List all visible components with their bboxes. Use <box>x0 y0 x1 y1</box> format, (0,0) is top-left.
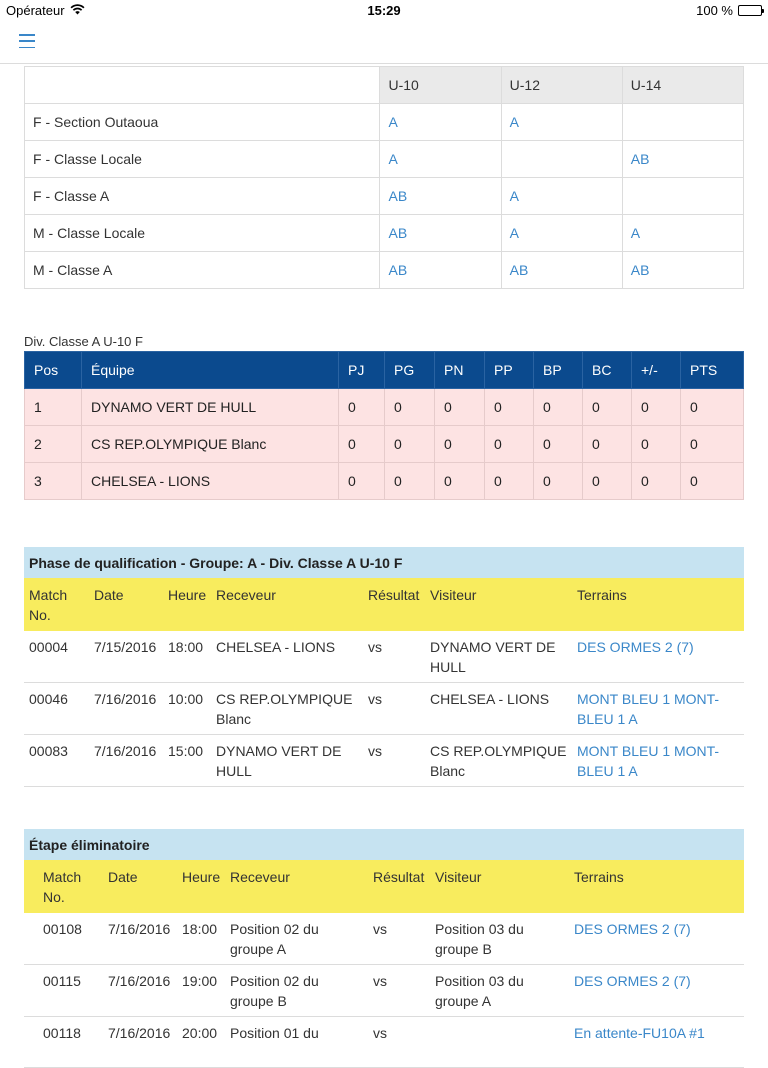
standings-cell: 1 <box>25 389 82 426</box>
matrix-group-link[interactable]: A <box>509 114 519 130</box>
matrix-group-link[interactable]: AB <box>388 188 408 204</box>
standings-cell: 2 <box>25 426 82 463</box>
standings-cell: 0 <box>385 426 435 463</box>
standings-cell: 0 <box>583 389 632 426</box>
standings-col-header: Équipe <box>82 352 339 389</box>
standings-cell: 0 <box>583 463 632 500</box>
game-row <box>24 631 744 683</box>
qualification-games-table <box>24 547 744 787</box>
game-home-team: Position 02 du groupe A <box>225 913 368 965</box>
carrier-label: Opérateur <box>6 3 65 18</box>
matrix-row-label: M - Classe Locale <box>25 215 380 252</box>
game-time: 10:00 <box>163 683 211 735</box>
matrix-group-link[interactable]: AB <box>388 225 408 241</box>
game-away-team: CHELSEA - LIONS <box>425 683 572 735</box>
game-result: vs <box>363 735 425 787</box>
game-time: 18:00 <box>177 913 225 965</box>
matrix-row-label: M - Classe A <box>25 252 380 289</box>
main-content <box>24 66 744 1068</box>
game-result: vs <box>363 631 425 683</box>
standings-col-header: PTS <box>681 352 744 389</box>
games-col-header: Heure <box>177 860 225 913</box>
standings-cell: 0 <box>435 389 485 426</box>
game-field-link[interactable]: DES ORMES 2 (7) <box>574 921 691 937</box>
menu-icon[interactable] <box>19 34 35 48</box>
standings-cell: 0 <box>681 463 744 500</box>
game-away-team: DYNAMO VERT DE HULL <box>425 631 572 683</box>
standings-cell: 3 <box>25 463 82 500</box>
matrix-row <box>25 252 744 289</box>
standings-cell: 0 <box>632 426 681 463</box>
game-result: vs <box>368 965 430 1017</box>
game-home-team: DYNAMO VERT DE HULL <box>211 735 363 787</box>
standings-cell: 0 <box>385 463 435 500</box>
game-result: vs <box>363 683 425 735</box>
standings-col-header: PN <box>435 352 485 389</box>
game-time: 19:00 <box>177 965 225 1017</box>
game-field-link[interactable]: MONT BLEU 1 MONT-BLEU 1 A <box>577 743 720 779</box>
standings-col-header: BC <box>583 352 632 389</box>
game-home-team: CHELSEA - LIONS <box>211 631 363 683</box>
matrix-col-header: U-12 <box>501 67 622 104</box>
matrix-empty-cell <box>622 178 743 215</box>
matrix-group-link[interactable]: AB <box>630 151 650 167</box>
division-matrix <box>24 66 744 289</box>
game-home-team: Position 02 du groupe B <box>225 965 368 1017</box>
game-time: 20:00 <box>177 1017 225 1068</box>
standings-cell: 0 <box>681 426 744 463</box>
matrix-row <box>25 215 744 252</box>
games-header-row <box>24 860 744 913</box>
games-col-header: Date <box>103 860 177 913</box>
matrix-group-link[interactable]: AB <box>388 262 408 278</box>
game-date: 7/16/2016 <box>89 683 163 735</box>
game-away-team: CS REP.OLYMPIQUE Blanc <box>425 735 572 787</box>
standings-caption: Div. Classe A U-10 F <box>24 334 143 349</box>
standings-cell: CS REP.OLYMPIQUE Blanc <box>82 426 339 463</box>
matrix-group-link[interactable]: AB <box>630 262 650 278</box>
game-field-link[interactable]: MONT BLEU 1 MONT-BLEU 1 A <box>577 691 720 727</box>
matrix-empty-cell <box>622 104 743 141</box>
game-row <box>24 1017 744 1068</box>
standings-cell: 0 <box>485 463 534 500</box>
standings-col-header: PP <box>485 352 534 389</box>
standings-cell: 0 <box>339 426 385 463</box>
matrix-row <box>25 141 744 178</box>
standings-cell: 0 <box>339 463 385 500</box>
standings-cell: 0 <box>534 426 583 463</box>
standings-col-header: PJ <box>339 352 385 389</box>
standings-cell: 0 <box>385 389 435 426</box>
matrix-row-label: F - Section Outaoua <box>25 104 380 141</box>
game-home-team: Position 01 du <box>225 1017 368 1068</box>
elimination-title: Étape éliminatoire <box>24 829 744 860</box>
standings-row <box>25 389 744 426</box>
game-date: 7/16/2016 <box>103 1017 177 1068</box>
games-col-header: Match No. <box>24 578 89 631</box>
standings-cell: 0 <box>534 389 583 426</box>
game-match-no: 00083 <box>24 735 89 787</box>
game-match-no: 00108 <box>38 913 103 965</box>
game-result: vs <box>368 1017 430 1068</box>
game-time: 15:00 <box>163 735 211 787</box>
standings-cell: 0 <box>339 389 385 426</box>
matrix-col-header: U-14 <box>622 67 743 104</box>
game-field-link[interactable]: En attente-FU10A #1 <box>574 1025 705 1041</box>
game-row <box>24 913 744 965</box>
games-title-row <box>24 829 744 860</box>
games-col-header: Visiteur <box>430 860 569 913</box>
nav-bar <box>0 22 768 64</box>
game-field-link[interactable]: DES ORMES 2 (7) <box>577 639 694 655</box>
games-col-header: Résultat <box>363 578 425 631</box>
game-away-team <box>430 1017 569 1068</box>
standings-cell: CHELSEA - LIONS <box>82 463 339 500</box>
game-date: 7/16/2016 <box>103 913 177 965</box>
matrix-corner <box>25 67 380 104</box>
qualification-title: Phase de qualification - Groupe: A - Div. Classe A U-10 F <box>24 547 744 578</box>
games-header-row <box>24 578 744 631</box>
standings-cell: 0 <box>485 389 534 426</box>
game-match-no: 00004 <box>24 631 89 683</box>
game-time: 18:00 <box>163 631 211 683</box>
game-result: vs <box>368 913 430 965</box>
game-date: 7/16/2016 <box>89 735 163 787</box>
standings-cell: 0 <box>435 463 485 500</box>
standings-cell: 0 <box>632 389 681 426</box>
matrix-group-link[interactable]: AB <box>509 262 529 278</box>
matrix-group-link[interactable]: A <box>388 114 398 130</box>
game-date: 7/16/2016 <box>103 965 177 1017</box>
standings-cell: 0 <box>632 463 681 500</box>
standings-row <box>25 463 744 500</box>
standings-col-header: BP <box>534 352 583 389</box>
game-date: 7/15/2016 <box>89 631 163 683</box>
game-row <box>24 683 744 735</box>
games-col-header: Heure <box>163 578 211 631</box>
standings-row <box>25 426 744 463</box>
matrix-group-link[interactable]: A <box>388 151 398 167</box>
standings-col-header: +/- <box>632 352 681 389</box>
game-row <box>24 965 744 1017</box>
clock: 15:29 <box>367 3 401 18</box>
games-col-header: Receveur <box>211 578 363 631</box>
matrix-group-link[interactable]: A <box>509 225 519 241</box>
standings-cell: 0 <box>435 426 485 463</box>
status-bar <box>0 0 768 22</box>
game-row <box>24 735 744 787</box>
game-match-no: 00115 <box>38 965 103 1017</box>
game-away-team: Position 03 du groupe A <box>430 965 569 1017</box>
games-col-header: Terrains <box>569 860 744 913</box>
battery-icon <box>738 5 762 16</box>
matrix-group-link[interactable]: A <box>509 188 519 204</box>
matrix-row-label: F - Classe Locale <box>25 141 380 178</box>
games-title-row <box>24 547 744 578</box>
standings-table <box>24 351 744 500</box>
standings-cell: 0 <box>534 463 583 500</box>
games-col-header: Terrains <box>572 578 744 631</box>
matrix-header <box>25 67 744 104</box>
matrix-row <box>25 178 744 215</box>
game-match-no: 00118 <box>38 1017 103 1068</box>
standings-cell: 0 <box>583 426 632 463</box>
games-col-header: Résultat <box>368 860 430 913</box>
matrix-row-label: F - Classe A <box>25 178 380 215</box>
games-col-header: Match No. <box>38 860 103 913</box>
matrix-empty-cell <box>501 141 622 178</box>
game-home-team: CS REP.OLYMPIQUE Blanc <box>211 683 363 735</box>
games-col-header: Date <box>89 578 163 631</box>
game-match-no: 00046 <box>24 683 89 735</box>
standings-cell: 0 <box>681 389 744 426</box>
standings-cell: 0 <box>485 426 534 463</box>
battery-label: 100 % <box>696 3 733 18</box>
standings-cell: DYNAMO VERT DE HULL <box>82 389 339 426</box>
game-field-link[interactable]: DES ORMES 2 (7) <box>574 973 691 989</box>
standings-header <box>25 352 744 389</box>
elimination-games-table <box>24 829 744 1068</box>
games-col-header: Visiteur <box>425 578 572 631</box>
matrix-row <box>25 104 744 141</box>
standings-col-header: PG <box>385 352 435 389</box>
standings-col-header: Pos <box>25 352 82 389</box>
game-away-team: Position 03 du groupe B <box>430 913 569 965</box>
matrix-group-link[interactable]: A <box>630 225 641 241</box>
games-col-header: Receveur <box>225 860 368 913</box>
matrix-col-header: U-10 <box>380 67 501 104</box>
